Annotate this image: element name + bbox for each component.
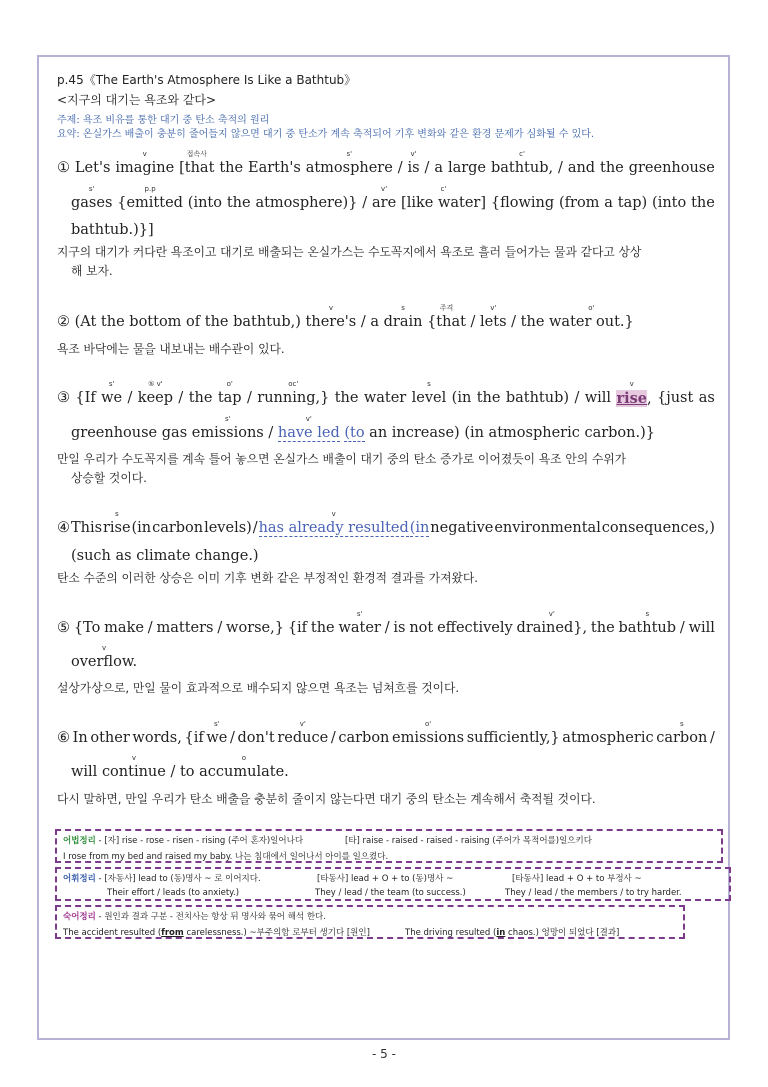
- sentence-number: ①: [57, 160, 70, 176]
- sentence-1-line-2: s' gases p.p {emitted (into the atmosphere)} / v' are c' [like water] {flowing (from a tap) (into the: [71, 185, 715, 211]
- sentence-number: ②: [57, 314, 70, 330]
- sentence-6-translation: 다시 말하면, 만일 우리가 탄소 배출을 충분히 줄이지 않는다면 대기 중의 탄소는 계속해서 축적될 것이다.: [57, 792, 596, 806]
- sentence-number: ⑥: [57, 730, 70, 746]
- lesson-subtitle: <지구의 대기는 욕조와 같다>: [57, 93, 217, 107]
- sentence-5-translation: 설상가상으로, 만일 물이 효과적으로 배수되지 않으면 욕조는 넘쳐흐를 것이다.: [57, 681, 460, 695]
- grammar-note-box: 어법정리 - [자] rise - rose - risen - rising (주어 혼자)일어나다 [타] raise - raised - raised - raising (주어가 목적어를)일으키다 I rose from my bed and raised my baby. 나는 침대에서 일어나서 아이를 일으켰다.: [55, 829, 723, 863]
- sentence-4-line-2: (such as climate change.): [71, 548, 259, 564]
- highlight-have-led: have led: [277, 425, 340, 441]
- lesson-title: p.45《The Earth's Atmosphere Is Like a Bathtub》: [57, 73, 357, 87]
- highlight-has-already-resulted: has already resulted: [258, 520, 409, 536]
- sentence-2-line-1: ② (At the bottom of the bathtub,) v there's / a s drain 주격 {that / v' lets / the o' water out.}: [57, 304, 634, 330]
- sentence-number: ④: [57, 520, 70, 536]
- sentence-3-line-1: ③ {If s' we / ⑤ v' keep / the o' tap / oc' running,} the water s level (in the bathtub) / will v rise, {just as: [57, 380, 715, 407]
- sentence-6-line-2: will v continue / to o accumulate.: [71, 754, 289, 780]
- sentence-4-translation: 탄소 수준의 이러한 상승은 이미 기후 변화 같은 부정적인 환경적 결과를 가져왔다.: [57, 571, 479, 585]
- page-number: - 5 -: [372, 1047, 396, 1061]
- sentence-5-line-2: v overflow.: [71, 644, 138, 670]
- sentence-4-line-1: ④ This s rise (in carbon levels) / v has already resulted (in negative environmental consequences,): [57, 510, 715, 536]
- sentence-3-line-2: greenhouse gas s' emissions / v' have led (to an increase) (in atmospheric carbon.)}: [71, 415, 655, 441]
- highlight-rise: rise: [616, 390, 647, 407]
- sentence-6-line-1: ⑥ In other words, {if s' we / don't v' reduce / carbon o' emissions sufficiently,} atmospheric s carbon /: [57, 720, 715, 746]
- summary-line: 요약: 온실가스 배출이 충분히 줄어들지 않으면 대기 중 탄소가 계속 축적되어 기후 변화와 같은 환경 문제가 심화될 수 있다.: [57, 129, 595, 140]
- sentence-5-line-1: ⑤ {To make / matters / worse,} {if the s' water / is not effectively v' drained}, the s bathtub / will: [57, 610, 715, 636]
- sentence-1-line-3: bathtub.)}]: [71, 222, 154, 238]
- topic-line: 주제: 욕조 비유를 통한 대기 중 탄소 축적의 원리: [57, 115, 270, 126]
- sentence-3-translation: 만일 우리가 수도꼭지를 계속 틀어 놓으면 온실가스 배출이 대기 중의 탄소 증가로 이어졌듯이 욕조 안의 수위가 상승할 것이다.: [57, 452, 627, 485]
- sentence-number: ⑤: [57, 620, 70, 636]
- sentence-number: ③: [57, 390, 70, 406]
- sentence-1-line-1: ① Let's v imagine 접속사 [that the Earth's s' atmosphere / v' is / a large c' bathtub, / and the greenhouse: [57, 150, 715, 176]
- sentence-2-translation: 욕조 바닥에는 물을 내보내는 배수관이 있다.: [57, 342, 285, 356]
- idiom-note-box: 숙어정리 - 원인과 결과 구분 - 전치사는 항상 뒤 명사와 묶어 해석 한다. The accident resulted (from carelessness.) ~부주의함 로부터 생기다 [원인] The driving resulted (in chaos.) 엉망이 되었다 [결과]: [55, 905, 685, 939]
- vocab-note-box: 어휘정리 - [자동사] lead to (동)명사 ~ 로 이어지다. [타동사] lead + O + to (동)명사 ~ [타동사] lead + O + to 부정사 ~ Their effort / leads (to anxiety.) They / lead / the team (to success.) They / lead / the members / to try harder.: [55, 867, 731, 901]
- sentence-1-translation: 지구의 대기가 커다란 욕조이고 대기로 배출되는 온실가스는 수도꼭지에서 욕조로 흘러 들어가는 물과 같다고 상상 해 보자.: [57, 245, 642, 278]
